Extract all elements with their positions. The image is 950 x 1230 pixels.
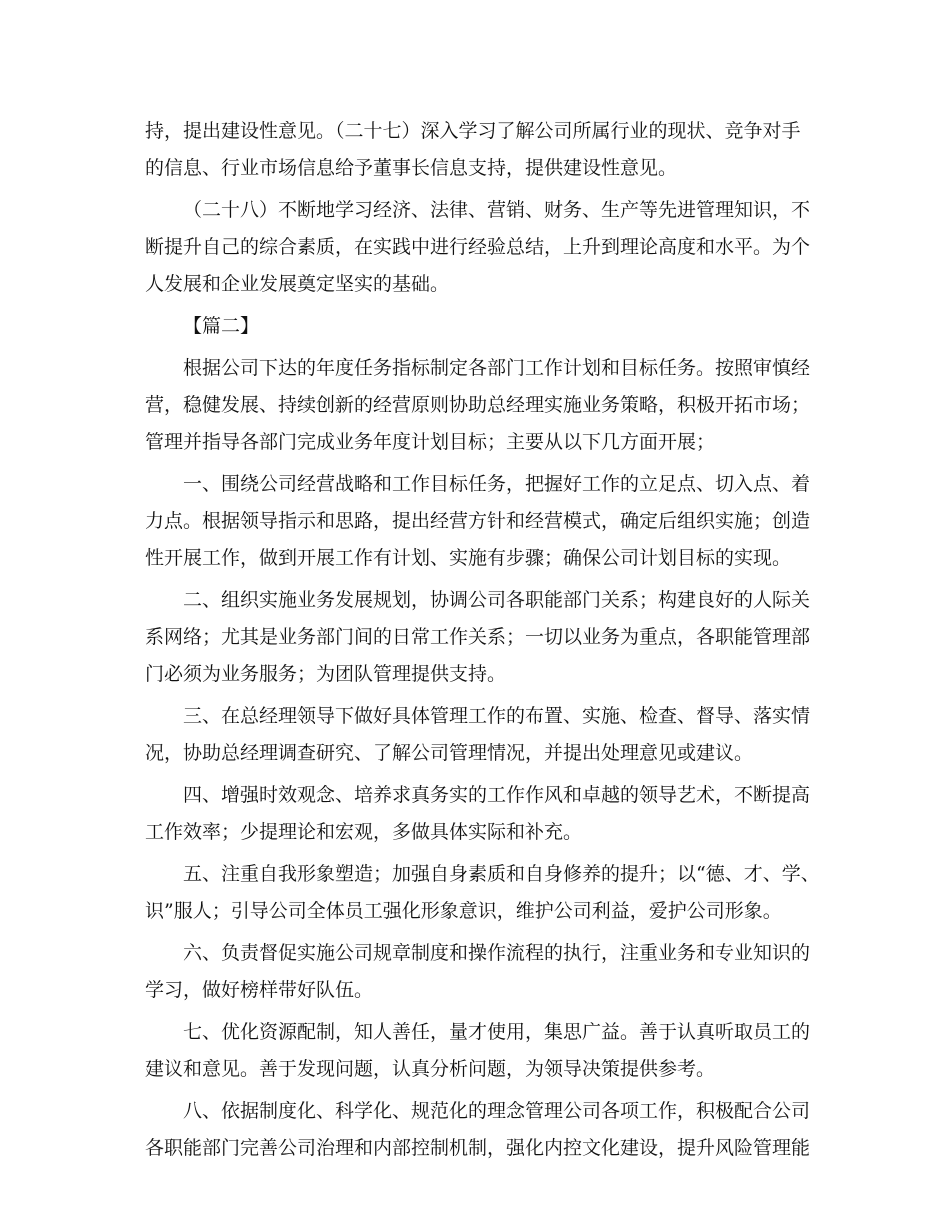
intro-paragraph [145,350,811,461]
text-line: 的信息、行业市场信息给予董事长信息支持，提供建设性意见。 [145,157,678,179]
text-line: 力点。根据领导指示和思路，提出经营方针和经营模式，确定后组织实施；创造 [145,510,811,532]
item-paragraph-3 [145,698,811,772]
text-line: 门必须为业务服务；为团队管理提供支持。 [145,663,507,685]
text-line: 况，协助总经理调查研究、了解公司管理情况，并提出处理意见或建议。 [145,742,754,764]
item-paragraph-4 [145,777,811,851]
text-line: 人发展和企业发展奠定坚实的基础。 [145,273,450,295]
document-body [145,113,820,1172]
item-paragraph-8 [145,1093,811,1167]
text-line: 识”服人；引导公司全体员工强化形象意识，维护公司利益，爱护公司形象。 [145,900,782,922]
text-line: 二、组织实施业务发展规划，协调公司各职能部门关系；构建良好的人际关 [183,589,811,611]
text-line: 六、负责督促实施公司规章制度和操作流程的执行，注重业务和专业知识的 [183,942,811,964]
text-line: 管理并指导各部门完成业务年度计划目标；主要从以下几方面开展； [145,431,716,453]
text-line: 各职能部门完善公司治理和内部控制机制，强化内控文化建设，提升风险管理能 [145,1137,811,1159]
text-line: 系网络；尤其是业务部门间的日常工作关系；一切以业务为重点，各职能管理部 [145,626,811,648]
item-paragraph-7 [145,1014,811,1088]
text-line: 七、优化资源配制，知人善任，量才使用，集思广益。善于认真听取员工的 [183,1021,811,1043]
text-line: 四、增强时效观念、培养求真务实的工作作风和卓越的领导艺术，不断提高 [183,784,811,806]
item-paragraph-2 [145,582,811,693]
paragraph-28 [145,192,811,303]
paragraph-27-continued [145,113,805,187]
text-line: 建议和意见。善于发现问题，认真分析问题，为领导决策提供参考。 [145,1058,716,1080]
item-paragraph-5 [145,856,820,930]
text-line: 营，稳健发展、持续创新的经营原则协助总经理实施业务策略，积极开拓市场； [145,394,811,416]
text-line: 断提升自己的综合素质，在实践中进行经验总结，上升到理论高度和水平。为个 [145,236,811,258]
text-line: 一、围绕公司经营战略和工作目标任务，把握好工作的立足点、切入点、着 [183,473,811,495]
section-title: 【篇二】 [183,315,260,337]
text-line: 根据公司下达的年度任务指标制定各部门工作计划和目标任务。按照审慎经 [183,357,811,379]
item-paragraph-6 [145,935,811,1009]
text-line: 性开展工作，做到开展工作有计划、实施有步骤；确保公司计划目标的实现。 [145,547,792,569]
text-line: 三、在总经理领导下做好具体管理工作的布置、实施、检查、督导、落实情 [183,705,811,727]
text-line: 八、依据制度化、科学化、规范化的理念管理公司各项工作，积极配合公司 [183,1100,811,1122]
text-line: 持，提出建设性意见。（二十七）深入学习了解公司所属行业的现状、竞争对手 [145,120,801,142]
text-line: 五、注重自我形象塑造；加强自身素质和自身修养的提升；以“德、才、学、 [183,863,820,885]
text-line: （二十八）不断地学习经济、法律、营销、财务、生产等先进管理知识，不 [183,199,811,221]
text-line: 学习，做好榜样带好队伍。 [145,979,374,1001]
item-paragraph-1 [145,466,811,577]
section-heading [145,308,805,345]
text-line: 工作效率；少提理论和宏观，多做具体实际和补充。 [145,821,583,843]
